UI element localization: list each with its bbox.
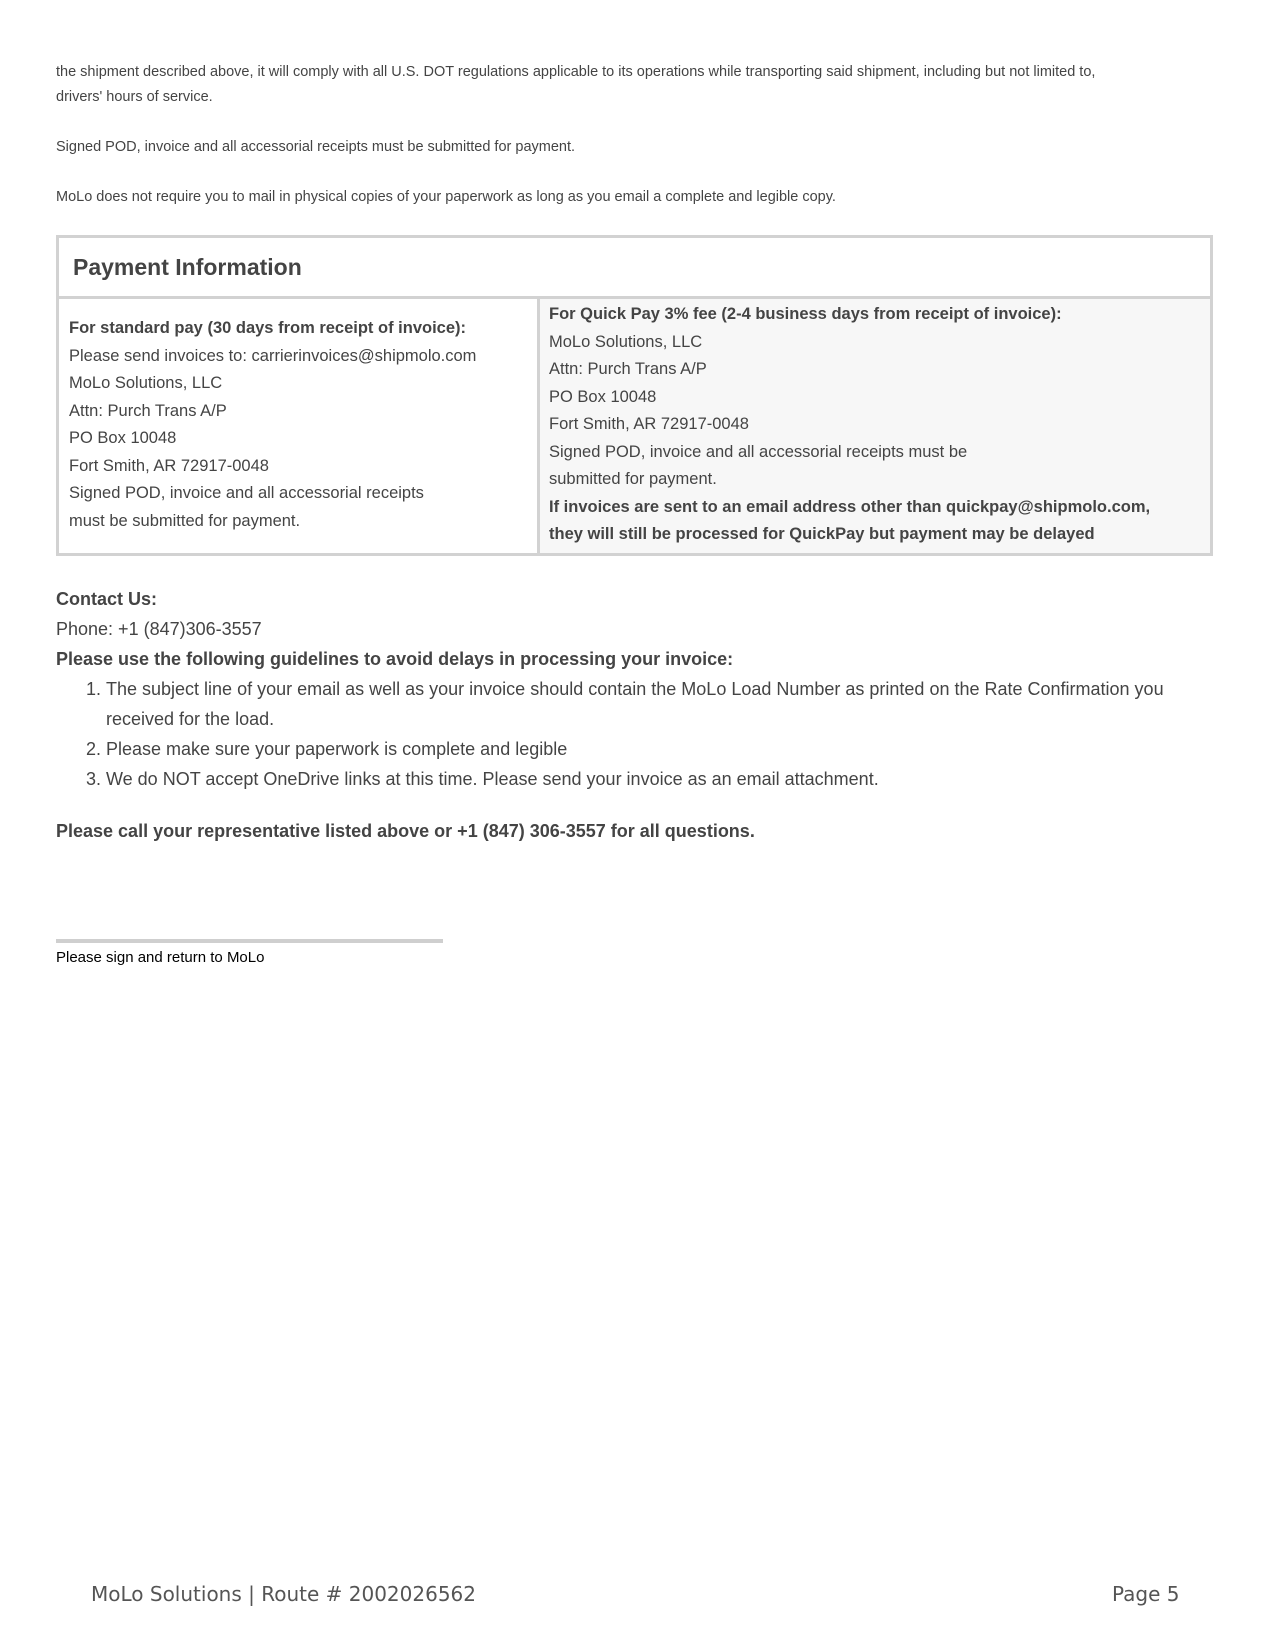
footer-route: MoLo Solutions | Route # 2002026562 bbox=[91, 1582, 476, 1606]
document-page bbox=[56, 60, 1219, 846]
guideline-item: 1. The subject line of your email as well as your invoice should contain the MoLo Load Number as printed on the Rate Confirmation you received for the load. bbox=[106, 674, 1219, 734]
dot-compliance-line-2: drivers' hours of service. bbox=[56, 89, 213, 105]
standard-pay-heading: For standard pay (30 days from receipt of invoice): bbox=[69, 319, 467, 337]
standard-pay-column bbox=[59, 299, 540, 553]
signed-pod-paragraph: Signed POD, invoice and all accessorial receipts must be submitted for payment. bbox=[56, 139, 576, 155]
guideline-item: 2. Please make sure your paperwork is complete and legible bbox=[106, 734, 1219, 764]
guidelines-list bbox=[56, 674, 1219, 794]
payment-information-title: Payment Information bbox=[59, 238, 1210, 299]
standard-pay-line: Fort Smith, AR 72917-0048 bbox=[69, 456, 269, 475]
standard-pay-line: Attn: Purch Trans A/P bbox=[69, 401, 227, 420]
standard-pay-line: must be submitted for payment. bbox=[69, 511, 301, 530]
standard-pay-line: Signed POD, invoice and all accessorial receipts bbox=[69, 484, 424, 502]
footer-page-number: Page 5 bbox=[1112, 1582, 1180, 1606]
contact-phone: Phone: +1 (847)306-3557 bbox=[56, 619, 262, 639]
quick-pay-column bbox=[540, 299, 1210, 553]
standard-pay-line: MoLo Solutions, LLC bbox=[69, 374, 223, 392]
quick-pay-notice-line: they will still be processed for QuickPay but payment may be delayed bbox=[549, 525, 1095, 543]
guideline-item: 3. We do NOT accept OneDrive links at this time. Please send your invoice as an email attachment. bbox=[106, 764, 1219, 794]
guidelines-heading: Please use the following guidelines to avoid delays in processing your invoice: bbox=[56, 649, 734, 669]
payment-columns bbox=[59, 299, 1210, 553]
standard-pay-line: PO Box 10048 bbox=[69, 429, 177, 447]
dot-compliance-paragraph bbox=[56, 60, 1219, 110]
quick-pay-line: submitted for payment. bbox=[549, 470, 717, 488]
quick-pay-notice-line: If invoices are sent to an email address other than quickpay@shipmolo.com, bbox=[549, 497, 1151, 516]
dot-compliance-line-1: the shipment described above, it will comply with all U.S. DOT regulations applicable to its operations while transporting said shipment, including but not limited to, bbox=[56, 64, 1096, 80]
quick-pay-heading: For Quick Pay 3% fee (2-4 business days from receipt of invoice): bbox=[549, 305, 1062, 323]
call-representative-line: Please call your representative listed above or +1 (847) 306-3557 for all questions. bbox=[56, 821, 755, 841]
quick-pay-line: MoLo Solutions, LLC bbox=[549, 332, 703, 351]
signature-line bbox=[56, 939, 443, 943]
contact-heading: Contact Us: bbox=[56, 589, 158, 609]
quick-pay-line: Attn: Purch Trans A/P bbox=[549, 360, 707, 378]
signature-label: Please sign and return to MoLo bbox=[56, 949, 265, 966]
standard-pay-line: Please send invoices to: carrierinvoices@shipmolo.com bbox=[69, 346, 477, 365]
quick-pay-line: PO Box 10048 bbox=[549, 387, 657, 406]
contact-section bbox=[56, 584, 1219, 846]
paperwork-paragraph: MoLo does not require you to mail in physical copies of your paperwork as long as you email a complete and legible copy. bbox=[56, 189, 836, 205]
quick-pay-line: Fort Smith, AR 72917-0048 bbox=[549, 415, 749, 433]
quick-pay-line: Signed POD, invoice and all accessorial receipts must be bbox=[549, 442, 968, 461]
payment-information-box bbox=[56, 235, 1213, 556]
